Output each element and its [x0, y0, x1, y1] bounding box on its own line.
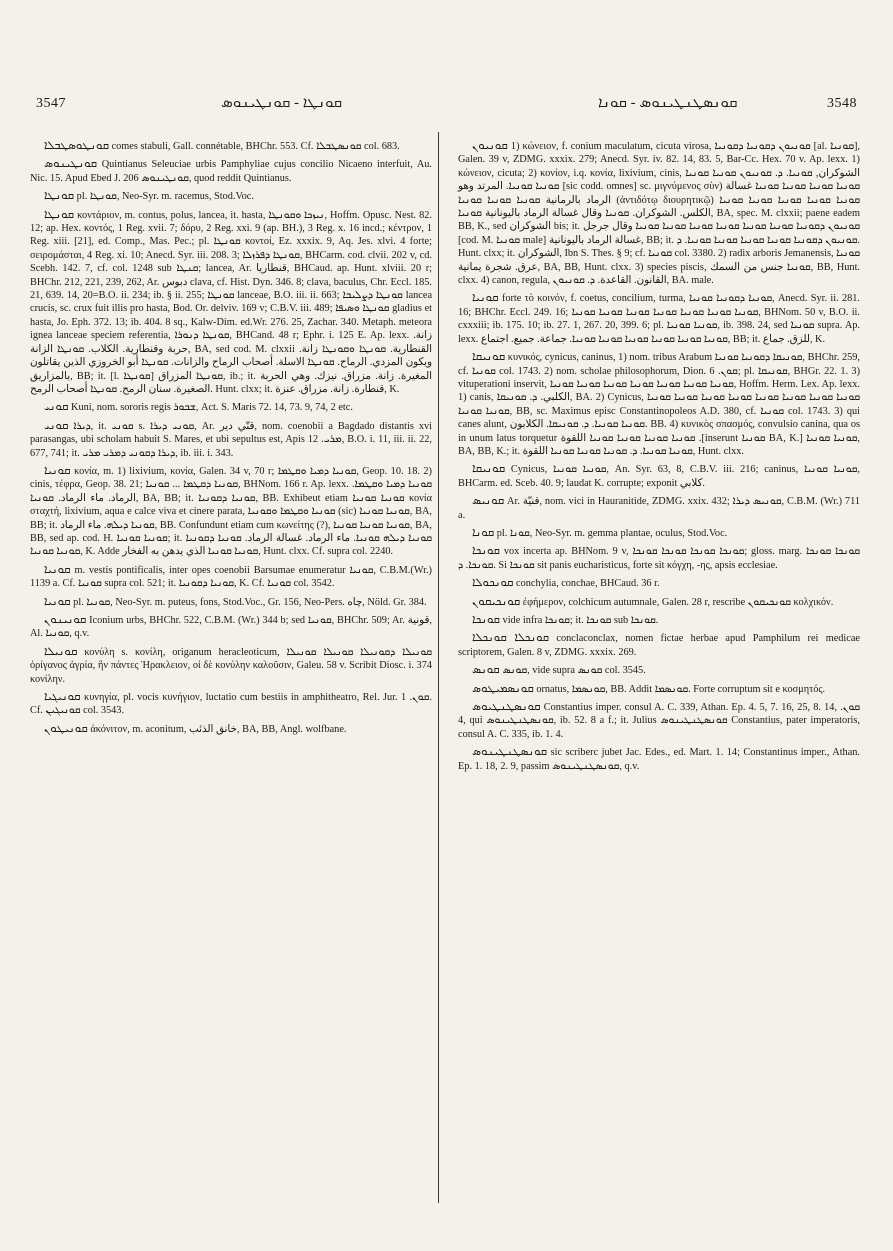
entry-headword: ܩܘܢܟܐ: [472, 614, 500, 626]
entry-headword: ܩܘܢܝܠܐ: [44, 645, 78, 658]
entry-headword: ܩܘܢܝܢܘܢ: [44, 614, 87, 626]
entry-definition: ܕܝܪܐ, it. ܩܘܢܝ s. ܩܘܢܝ ܕܝܪܐ, Ar. قنّي دير, nom. coenobii a Bagdado distantis xvi parasangas, ubi scholam habuit S. Mares, et ubi sepultus est, Apis ܡܪܝ. 12, B.O. i. 11, iii. ii. 22, 677, 741; it. ܕܝܪܐ ܕܩܘܢܝ ܕܡܪܝ ܡܪܝ, ib. iii. i. 343.: [30, 420, 432, 459]
entry-headword: ܩܘܢܟܠܐ ܩܘܢܟܠܐ: [472, 632, 550, 645]
entry-definition: pl. ܩܘܢܐ, Neo-Syr. m. gemma plantae, oculus, Stod.Voc.: [494, 527, 728, 539]
entry-definition: Quintianus Seleuciae urbis Pamphyliae cujus concilio Nicaeno interfuit, Au. Nic. 15. Apud Ebed J. 206 ܩܘܢܛܝܢܘܣ, quod reddit Quintianus.: [30, 159, 432, 184]
entry-definition: Constantius imper. consul A. C. 339, Athan. Ep. 4. 5, 7. 16, 25, 8. 14, ܩܘܢ. 4, qui ܩܘܢܣܛܢܛܝܢܘܣ, ib. 52. 8 a f.; it. Julius ܩܘܢܣܛܢܛܝܢܘܣ Constantius, pater imperatoris, consul A. C. 335, ib. 1. 4.: [458, 702, 860, 740]
left-column: [30, 140, 432, 741]
entry-definition: Iconium urbs, BHChr. 522, C.B.M. (Wr.) 344 b; sed ܩܘܢܝܐ, BHChr. 509; Ar. قونية, Al. ܩܘܢܝܐ, q.v.: [30, 615, 432, 640]
entry-headword: ܩܘܢܝܛܘܢ: [44, 722, 88, 735]
entry-headword: ܩܘܢܟܘܠܐ: [472, 577, 514, 590]
entry-definition: 1) κώνειον, f. conium maculatum, cicuta virosa, ܩܘܢܝܘܢ ܕܩܘܢܝܐ ܕܩܘܢܝܐ [al. ܩܘܢܝܐ], Galen. 39 v, ZDMG. xxxix. 279; Anecd. Syr. iv. 82. 14, 83. 5, Bar-Cc. Hex. 70 v. Ap. lexx. 1) κώνειον, cicuta; 2) κονίον, i.q. κονία, lixivium, cinis, الشوكران, ܩܘܢܝܐ. ܕ. ܩܘܢܝܘܢ ܩܘܢܝܐ ܩܘܢܝܐ ܩܘܢܝܐ ܩܘܢܝܐ. المرتد وهو [sic codd. omnes] sc. μιγνύμενος σὺν) ܩܘܢܝܐ ܩܘܢܝܐ ܩܘܢܝܐ ܩܘܢܝܐ غسالة الرماد بالرمانية ܩܘܢܝܐ ܩܘܢܝܐ ܩܘܢܝܐ (ἀντιδότῳ διουρητικῷ) ܩܘܢܝܐ ܩܘܢܝܐ ܩܘܢܝܐ ܩܘܢܝܐ ܩܘܢܝܐ الكلس. الشوكران. ܩܘܢܝܐ وقال غسالة الرماد باليونانية ܩܘܢܝܐ, BA, spec. M. clxxii; paene eadem BB, K., sed الشوكران bis; it. ܩܘܢܝܘܢ ܕܩܘܢܝܐ ܩܘܢܝܐ ܩܘܢܝܐ ܩܘܢܝܐ ܩܘܢܝܐ ܩܘܢܝܐ ܩܘܢܝܐ وقال جرجل [cod. M. ܩܘܢܝܐ male] غسالة الرماد باليونانية, BB; it. ܩܘܢܝܘܢ ܕܩܘܢܝܐ ܩܘܢܝܐ ܩܘܢܝܐ ܩܘܢܝܐ ܩܘܢܝܐ. ܕ. Hunt. clxx; it. الشوكران, Ibn S. Thes. § 9; cf. ܩܘܢܝܐ col. 3380. 2) radix arboris Jemanensis, ܩܘܢܝܐ عرق. شجرة يمانية, BA, BB, Hunt. clxx. 3) species piscis, ܩܘܢܝܐ جنس من السمك, BB, Hunt. clxx. 4) canon, regula, القانون. القاعدة. ܕ. ܩܘܢܝܘܢ, BA. male.: [458, 141, 861, 287]
left-page-number: 3547: [36, 96, 66, 111]
entry-headword: ܩܘܢܟܝܩܘܢ: [472, 595, 521, 608]
entry-headword: ܩܘܢܛܐ: [44, 208, 75, 221]
dictionary-entry: [458, 701, 860, 741]
right-column: [458, 140, 860, 778]
right-page-number: 3548: [827, 96, 857, 111]
entry-definition: vide infra ܩܘܢܟܐ; it. ܩܘܢܟܐ sub ܩܘܢܟܐ.: [499, 615, 659, 626]
entry-headword: ܩܘܢܝܩܐ: [472, 351, 506, 364]
dictionary-entry: [458, 292, 860, 346]
entry-headword: ܩܘܢܝܘܢ: [472, 140, 508, 152]
entry-definition: Ar. قنيّة, nom. vici in Hauranitide, ZDMG. xxix. 432; ܩܘܢܝܣ ܕܝܪܐ, C.B.M. (Wr.) 711 a.: [458, 496, 860, 521]
entry-definition: ܩܘܢܣ, vide supra ܩܘܢܣ col. 3545.: [499, 665, 646, 677]
entry-headword: ܩܘܢܣ: [472, 664, 500, 677]
dictionary-entry: [30, 465, 432, 559]
entry-definition: pl. ܩܘܢܝܐ, Neo-Syr. m. puteus, fons, Stod.Voc., Gr. 156, Neo-Pers. چاه, Nöld. Gr. 384.: [70, 596, 427, 608]
entry-headword: ܩܘܢܟܐ: [472, 545, 500, 558]
dictionary-entry: [30, 158, 432, 185]
entry-definition: ornatus, ܩܘܢܣܡܐ, BB. Addit ܩܘܢܣܡܐ. Forte corruptum sit e κοσμητός.: [533, 683, 826, 695]
entry-definition: κονία, m. 1) lixivium, κονία, Galen. 34 v, 70 r; ܩܘܢܝܐ ܕܡܝܐ ܘܩܛܡܐ, Geop. 10. 18. 2) cinis, τέφρα, Geop. 38. 21; ܩܘܢܝܐ ܕܩܛܡܐ ... ܩܘܢܝܐ, BHNom. 166 r. Ap. lexx. ܩܘܢܝܐ ܕܡܝܐ ܘܩܛܡܐ. الرماد. ماء الرماد. ܩܘܢܝܐ, BA, BB; it. ܩܘܢܝܐ ܕܩܘܢܝܐ, BB. Exhibeut etiam ܩܘܢܝܐ ܩܘܢܝܐ κονία σταχτή, lixivium, aqua e calce viva et cinere parata, ܩܘܢܝܐ ܘܩܛܡܐ ܘܩܘܢܝܐ (sic) ܩܘܢܝܐ ܩܘܢܝܐ, BA, BB; it. ܩܘܢܝܐ ܕܝܠܗ. ماء الرماد, BB. Confundunt etiam cum κωνείτης (?), ܩܘܢܝܐ ܩܘܢܝܐ ܩܘܢܝܐ, BA, BB, sed ap. cod. H. ܩܘܢܝܐ ܩܘܢܝܐ; it. ܩܘܢܝܐ ܕܝܠܗ ܩܘܢܝܐ. ماء الرماد. غسالة الرماد. ܩܘܢܝܐ ܕܩܘܢܝܐ ܩܘܢܝܐ ܩܘܢܝܐ, K. Adde ܩܘܢܝܐ ܩܘܢܝܐ الذي يدهن به الفخار, Hunt. clxx. Cf. supra col. 2240.: [30, 465, 433, 558]
dictionary-entry: [458, 351, 860, 458]
dictionary-entry: [30, 140, 432, 153]
entry-headword: ܩܘܢܝܐ: [472, 292, 499, 305]
entry-definition: comes stabuli, Gall. connétable, BHChr. 553. Cf. ܩܘܢܣܛܒܠܐ col. 683.: [109, 141, 400, 152]
entry-definition: Cynicus, ܩܘܢܝܐ ܩܘܢܝܐ, An. Syr. 63, 8, C.B.V. iii. 216; caninus, ܩܘܢܝܐ ܩܘܢܝܐ, BHCarm. ed. Sceb. 40. 9; laudat K. corrupte; exponit كلابي.: [458, 464, 860, 489]
entry-definition: conchylia, conchae, BHCaud. 36 r.: [513, 578, 660, 590]
entry-definition: ἀκόνιτον, m. aconitum, خانق الذئب, BA, BB, Angl. wolfbane.: [87, 723, 347, 735]
entry-headword: ܩܘܢܐ: [472, 526, 495, 539]
entry-headword: ܩܘܢܝ: [44, 401, 69, 414]
entry-definition: κονύλη s. κονίλη, origanum heracleoticum, ܩܘܢܝܠܐ ܕܩܘܢܝܠܐ ܩܘܢܝܠܐ ܩܘܢܝܠܐ ὀρίγανος ἀγρία, ἣν πάντες Ἡρακλειον, οἱ δὲ κονύλην καλοῦσιν, Galeu. 58 v. Scribit Diosc. i. 374 κονίλην.: [30, 646, 432, 685]
dictionary-entry: [30, 723, 432, 736]
dictionary-entry: [30, 596, 432, 609]
entry-headword: ܩܘܢܣܡܝܛܘܣ: [472, 682, 534, 695]
dictionary-entry: [30, 401, 432, 414]
entry-headword: ܩܘܢܝܐ: [44, 563, 71, 576]
entry-definition: pl. ܩܘܢܛܐ, Neo-Syr. m. racemus, Stod.Voc.: [74, 191, 254, 203]
dictionary-entry: [458, 632, 860, 659]
dictionary-entry: [30, 420, 432, 460]
entry-definition: conclaconclax, nomen fictae herbae apud Pamphilum rei medicae scriptorem, Galen. 8 v, ZDMG. xxxix. 269.: [458, 633, 860, 658]
entry-definition: Kuni, nom. sororis regis ܫܒܘܪ, Act. S. Maris 72. 14, 73. 9, 74, 2 etc.: [68, 402, 353, 414]
entry-headword: ܩܘܢܣܛܢܛܝܢܘܣ: [472, 746, 548, 759]
entry-headword: ܩܘܢܣܛܢܛܝܘܣ: [472, 701, 541, 714]
dictionary-entry: [458, 614, 860, 627]
dictionary-entry: [458, 577, 860, 590]
dictionary-entry: [458, 545, 860, 572]
entry-definition: κυνικός, cynicus, caninus, 1) nom. tribus Arabum ܩܘܢܝܩܐ ܕܩܘܢܝܐ ܩܘܢܝܐ, BHChr. 259, cf. ܩܘܢܝܐ col. 1743. 2) nom. scholae philosophorum, Dion. ܩܘܢ. 6; pl. ܩܘܢܝܩܐ, BHGr. 22. 1. 3) vituperationi inservit, ܩܘܢܝܐ ܩܘܢܝܐ ܩܘܢܝܐ ܩܘܢܝܐ ܩܘܢܝܐ ܩܘܢܝܐ ܩܘܢܝܐ, Hoffm. Herm. Lex. Ap. lexx. 1) canis, الكلبي. ܕ. ܩܘܢܝܩܐ, BA. 2) Cynicus, ܩܘܢܝܐ ܩܘܢܝܐ ܩܘܢܝܐ ܩܘܢܝܐ ܩܘܢܝܐ ܩܘܢܝܐ ܩܘܢܝܐ ܩܘܢܝܐ ܩܘܢܝܐ ܩܘܢܝܐ, BB, sc. Maximus episc Constantinopoleos A.D. 380, cf. ܩܘܢܝܐ col. 1743. 3) qui canes alunt, ܩܘܢܝܐ ܩܘܢܝܐ. ܕ. ܩܘܢܝܩܐ. الكلابون. BB. 4) κυνικὸς σπασμός, convulsio canina, qua os in unum latus torquetur ܩܘܢܝܐ ܩܘܢܝܐ ܩܘܢܝܐ ܩܘܢܝܐ اللقوة .[inserunt ܩܘܢܝܐ BA, K.] ܩܘܢܝܐ ܩܘܢܝܐ, BA, BB, K.; it. ܩܘܢܝܐ ܩܘܢܝܐ. ܕ. ܩܘܢܝܐ ܩܘܢܝܐ ܩܘܢܝܐ اللقوة, Hunt. clxx.: [458, 352, 860, 457]
entry-definition: vox incerta ap. BHNom. 9 v, ܩܘܢܟܐ ܩܘܢܟܐ ܩܘܢܟܐ ܩܘܢܟܐ; gloss. marg. ܩܘܢܟܐ ܩܘܢܟܐ ܩܘܢܟܐ. ܕ. Si ܩܘܢܟܐ sit panis eucharisticus, forte sit κόγχη, -ης, apsis ecclesiae.: [458, 546, 860, 571]
entry-headword: ܩܘܢܛܘܣܛܒܠܐ: [44, 140, 109, 152]
entry-headword: ܩܘܢܝܓܝܐ: [44, 691, 81, 704]
dictionary-entry: [458, 596, 860, 609]
dictionary-entry: [30, 190, 432, 203]
page-header: [36, 78, 857, 118]
dictionary-entry: [30, 564, 432, 591]
entry-headword: ܩܘܢܛܝܢܘܣ: [44, 158, 98, 171]
entry-definition: ἐφήμερον, colchicum autumnale, Galen. 28 r, rescribe ܩܘܢܟܝܩܘܢ κολχικόν.: [520, 596, 834, 608]
dictionary-entry: [30, 614, 432, 641]
dictionary-entry: [458, 495, 860, 522]
left-running-title: ܩܘܢܛܐ - ܩܘܢܛܝܢܘܣ: [221, 95, 343, 111]
dictionary-entry: [458, 463, 860, 490]
entry-definition: κυνηγία, pl. vocis κυνήγιον, luctatio cum bestiis in amphitheatro, Rel. Jur. ܩܘܢ. 1. Cf. ܩܘܢܝܓܝܢ col. 3543.: [30, 692, 432, 717]
entry-headword: ܩܘܢܝܐ: [44, 595, 71, 608]
entry-headword: ܩܘܢܝܣ: [472, 495, 505, 508]
dictionary-entry: [458, 664, 860, 677]
dictionary-entry: [30, 646, 432, 686]
entry-definition: sic scriberc jubet Jac. Edes., ed. Mart. 1. 14; Constantinus imper., Athan. Ep. 1. 18, 2. 9, passim ܩܘܢܣܛܢܛܝܢܘܣ, q.v.: [458, 747, 860, 772]
dictionary-entry: [458, 140, 860, 287]
entry-definition: forte τὸ κοινόν, f. coetus, concilium, turma, ܩܘܢܝܐ ܕܩܘܢܝܐ ܩܘܢܝܐ, Anecd. Syr. ii. 281. 16; BHChr. Eccl. 249. 16; ܩܘܢܝܐ ܩܘܢܝܐ ܩܘܢܝܐ ܩܘܢܝܐ ܩܘܢܝܐ ܩܘܢܝܐ ܩܘܢܝܐ, BHNom. 50 v, B.O. ii. cxxxiii; ib. 175. 10; ib. 27. 1, 267. 20, 399. 6; pl. ܩܘܢܝܐ ܩܘܢܝܐ, ib. 398. 24, sed ܩܘܢܝܐ supra. Ap. lexx. ܩܘܢܝܐ ܩܘܢܝܐ ܩܘܢܝܐ ܩܘܢܝܐ ܩܘܢܝܐ ܩܘܢܝܐ. جماعة. جميع. اجتماع, BB; it. للزق. جماع, K.: [458, 293, 860, 345]
dictionary-entry: [458, 746, 860, 773]
dictionary-entry: [30, 209, 432, 397]
entry-headword: ܩܘܢܝܐ: [44, 464, 71, 477]
right-running-title: ܩܘܢܣܛܢܛܝܢܘܣ - ܩܘܢܐ: [598, 95, 738, 111]
dictionary-entry: [30, 691, 432, 718]
column-divider: [438, 132, 439, 1203]
dictionary-entry: [458, 527, 860, 540]
entry-definition: m. vestis pontificalis, inter opes coenobii Barsumae enumeratur ܩܘܢܝܐ, C.B.M.(Wr.) 1139 a. Cf. ܩܘܢܝܐ supra col. 521; it. ܩܘܢܝܐ ܕܩܘܢܝܐ, K. Cf. ܩܘܢܝܐ col. 3542.: [30, 564, 432, 590]
dictionary-entry: [458, 683, 860, 696]
entry-headword: ܩܘܢܛܐ: [44, 190, 75, 203]
entry-headword: ܩܘܢܝ: [44, 419, 69, 432]
entry-headword: ܩܘܢܝܩܐ: [472, 463, 506, 476]
entry-definition: κοντάριον, m. contus, polus, lancea, it. hasta, ܢܝܙܟܐ ܘܩܘܢܛܐ, Hoffm. Opusc. Nest. 82. 12; ap. Hex. κοντός, 1 Reg. xvii. 7; δόρυ, 2 Reg. xxi. 9 (ap. BH.), 3 Reg. x. 16 incd.; κέντρον, 1 Reg. xiii. [21], ed. Comp., Mas. Pec.; pl. ܩܘܢܛܐ κοντοί, Ez. xxxix. 9, Aq. Jes. xlvi. 4 forte; σειρομάσται, 4 Reg. xi. 10; Anecd. Syr. iii. 208. 3; ܩܘܢܛܐ ܕܦܪܙܠܐ, BHCarm. cod. clvii. 202 v, cd. Scebh. 142. 7, cf. col. 1248 sub ܩܢܛܐ; lancea, Ar. قنطاريا, BHCaud. ap. Hunt. xlviii. 20 r; BHChr. 212, 221, 239, 262, Ar. دبوس clava, cf. Hist. Dyn. 346. 8; clava, baculus, Chr. Eccl. 185. 21, 639. 14, 20=B.O. ii. 234; ib. § ii. 255; ܩܘܢܛܐ lanceae, B.O. iii. ii. 663; ܩܘܢܛܐ ܕܨܠܝܒܐ lancea crucis, sc. crux fuit illis pro hasta, Bod. Or. delviv. 169 v; C.B.V. iii. 489; ܩܘܢܛܐ ܘܣܝܦܐ gladius et hasta, Jo. Eph. 372. 13; ib. 404. 8 sq., Kalw-Dim. ed.Wr. 276. 25, Zachar. 340. Metaph. meteora ignea lanceae speciem referentia, ܩܘܢܛܐ ܕܢܘܪܐ, BHCand. 48 r; Ephr. i. 125 E. Ap. lexx. زانة. حربة وقنطارية. الكلاب. ܩܘܢܛܐ الزانة, BA, sed cod. M. clxxii القنطارية. ܩܘܢܛܐ ܘܩܘܢܛܐ زانة. ويكون المزدي. الرماح. ܩܘܢܛܐ الاسلة. أصحاب الرماح والزانات. ܩܘܢܛܐ أبو الخروزي الذين يقاتلون بالمزاريق, BB; it. [l. ܩܘܢܛܐ] ܩܘܢܛܐ المزراق, ib.; it. المغيرة. زانة. مزراق. نيزك. وهي الحربة الصغيرة. سنان الرمح. ܩܘܢܛܐ أصحاب الرمح. Hunt. clxx; it. قنطارة. زانة. مزراق. عنزة, K.: [30, 209, 433, 395]
